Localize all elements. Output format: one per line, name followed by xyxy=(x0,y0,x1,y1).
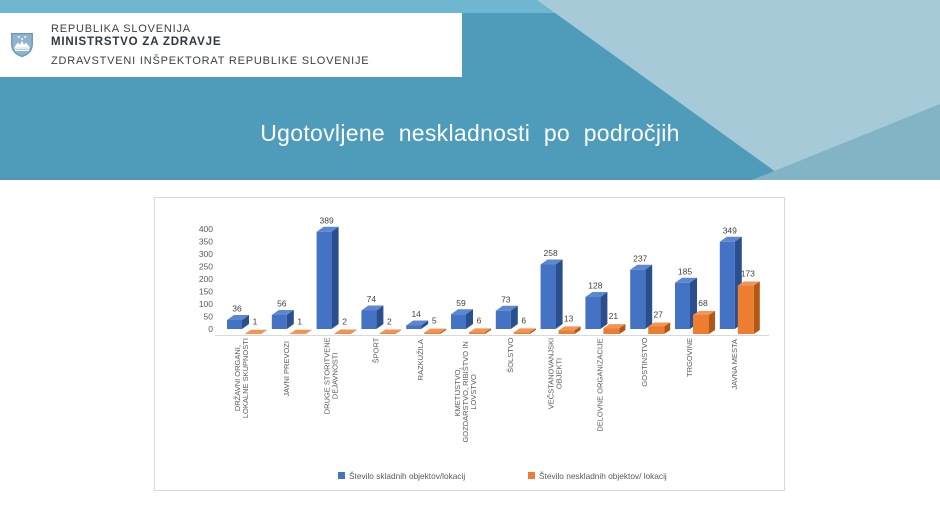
bar-series1 xyxy=(585,297,600,329)
bar-series2 xyxy=(379,333,395,334)
y-tick-label: 400 xyxy=(198,224,213,234)
category-label: ŠOLSTVO xyxy=(505,337,515,373)
bar-series1 xyxy=(227,320,242,329)
category-label: OBJEKTI xyxy=(554,357,564,390)
government-header xyxy=(0,13,462,77)
government-header-text xyxy=(51,23,369,67)
inspectorate-name: ZDRAVSTVENI INŠPEKTORAT REPUBLIKE SLOVENIJE xyxy=(51,55,370,67)
bar-label-series1: 59 xyxy=(456,297,466,308)
bar-side-face xyxy=(709,311,715,334)
bar-label-series1: 128 xyxy=(588,280,603,291)
bar-series1 xyxy=(541,265,556,330)
bar-label-series2: 68 xyxy=(698,297,708,308)
y-tick-label: 200 xyxy=(198,274,213,284)
bar-side-face xyxy=(556,260,563,330)
bar-side-face xyxy=(754,282,760,334)
bar-side-face xyxy=(600,292,607,329)
republic-name: REPUBLIKA SLOVENIJA xyxy=(51,23,191,35)
bar-top-face xyxy=(379,329,401,333)
y-tick-label: 100 xyxy=(198,299,213,309)
category-label: JAVNI PREVOZI xyxy=(281,341,291,397)
category-label: DELOVNE ORGANIZACIJE xyxy=(595,338,605,432)
bar-series1 xyxy=(451,314,466,329)
bar-label-series2: 6 xyxy=(521,315,527,326)
y-tick-label: 350 xyxy=(198,236,213,247)
legend-swatch-series2 xyxy=(528,472,535,479)
bar-label-series2: 21 xyxy=(608,311,619,322)
bar-series2 xyxy=(693,315,709,334)
bar-series1 xyxy=(361,311,376,330)
bar-side-face xyxy=(332,227,339,329)
bar-series2 xyxy=(603,328,619,334)
bar-label-series1: 14 xyxy=(411,309,421,319)
bar-label-series2: 1 xyxy=(252,316,258,327)
bar-series2 xyxy=(335,333,351,334)
bar-series1 xyxy=(496,311,511,329)
category-label: DEJAVNOSTI xyxy=(330,352,340,400)
bar-label-series1: 56 xyxy=(277,298,287,309)
category-label: LOVSTVO xyxy=(469,374,478,410)
bar-chart xyxy=(155,199,784,491)
bar-label-series1: 73 xyxy=(501,294,511,305)
bar-label-series2: 13 xyxy=(563,313,574,324)
bar-series2 xyxy=(559,330,575,334)
bar-series2 xyxy=(469,332,485,334)
bar-label-series2: 27 xyxy=(653,309,663,320)
bar-label-series2: 2 xyxy=(387,316,392,327)
bar-side-face xyxy=(645,265,652,329)
category-label: DRŽAVNI ORGANI, xyxy=(233,345,242,412)
category-label: LOKALNE SKUPNOSTI xyxy=(241,338,250,419)
bar-label-series1: 237 xyxy=(633,253,648,264)
bar-label-series2: 2 xyxy=(342,316,347,327)
bar-label-series2: 173 xyxy=(740,268,755,279)
slovenia-coat-of-arms-icon xyxy=(9,32,35,58)
bar-series1 xyxy=(317,232,332,329)
bar-label-series1: 349 xyxy=(722,225,737,236)
y-tick-label: 0 xyxy=(208,324,213,334)
category-label: GOSTINSTVO xyxy=(640,337,650,387)
legend-label-series1: Število skladnih objektov/lokacij xyxy=(349,471,466,481)
bar-label-series1: 74 xyxy=(366,294,377,304)
y-tick-label: 300 xyxy=(198,249,213,259)
bar-top-face xyxy=(290,330,312,334)
bar-label-series1: 258 xyxy=(543,248,558,258)
bar-series2 xyxy=(424,333,440,334)
ministry-name: MINISTRSTVO ZA ZDRAVJE xyxy=(51,36,222,48)
slide-title: Ugotovljene neskladnosti po področjih xyxy=(260,120,680,146)
bar-series2 xyxy=(738,286,754,334)
chart-panel xyxy=(154,197,785,491)
bar-top-face xyxy=(335,329,357,333)
bar-series2 xyxy=(648,326,664,334)
bar-label-series1: 185 xyxy=(677,266,693,277)
category-label: JAVNA MESTA xyxy=(729,339,739,390)
category-label: VEČSTANOVANJSKI xyxy=(546,337,556,410)
bar-series1 xyxy=(720,242,735,329)
category-label: DRUGE STORITVENE xyxy=(322,337,332,415)
bar-top-face xyxy=(245,330,267,334)
bar-series2 xyxy=(514,332,530,334)
bar-series1 xyxy=(675,283,690,329)
category-label: KMETIJSTVO, xyxy=(453,367,462,417)
bar-series1 xyxy=(630,270,645,329)
bar-label-series2: 1 xyxy=(297,316,303,327)
category-label: GOZDARSTVO, RIBIŠTVO IN xyxy=(461,341,470,443)
y-tick-label: 150 xyxy=(198,286,213,297)
legend-swatch-series1 xyxy=(338,472,345,479)
y-tick-label: 250 xyxy=(198,261,213,272)
y-tick-label: 50 xyxy=(203,311,213,322)
bar-label-series1: 389 xyxy=(319,215,334,226)
bar-label-series2: 6 xyxy=(476,315,482,326)
bar-series1 xyxy=(272,315,287,329)
bar-label-series1: 36 xyxy=(232,303,242,314)
category-label: RAZKUŽILA xyxy=(416,339,426,381)
category-label: TRGOVINE xyxy=(685,337,694,377)
bar-series1 xyxy=(406,326,421,330)
category-label: ŠPORT xyxy=(371,337,381,364)
legend-label-series2: Število neskladnih objektov/ lokacij xyxy=(539,471,667,481)
bar-label-series2: 5 xyxy=(431,315,437,326)
